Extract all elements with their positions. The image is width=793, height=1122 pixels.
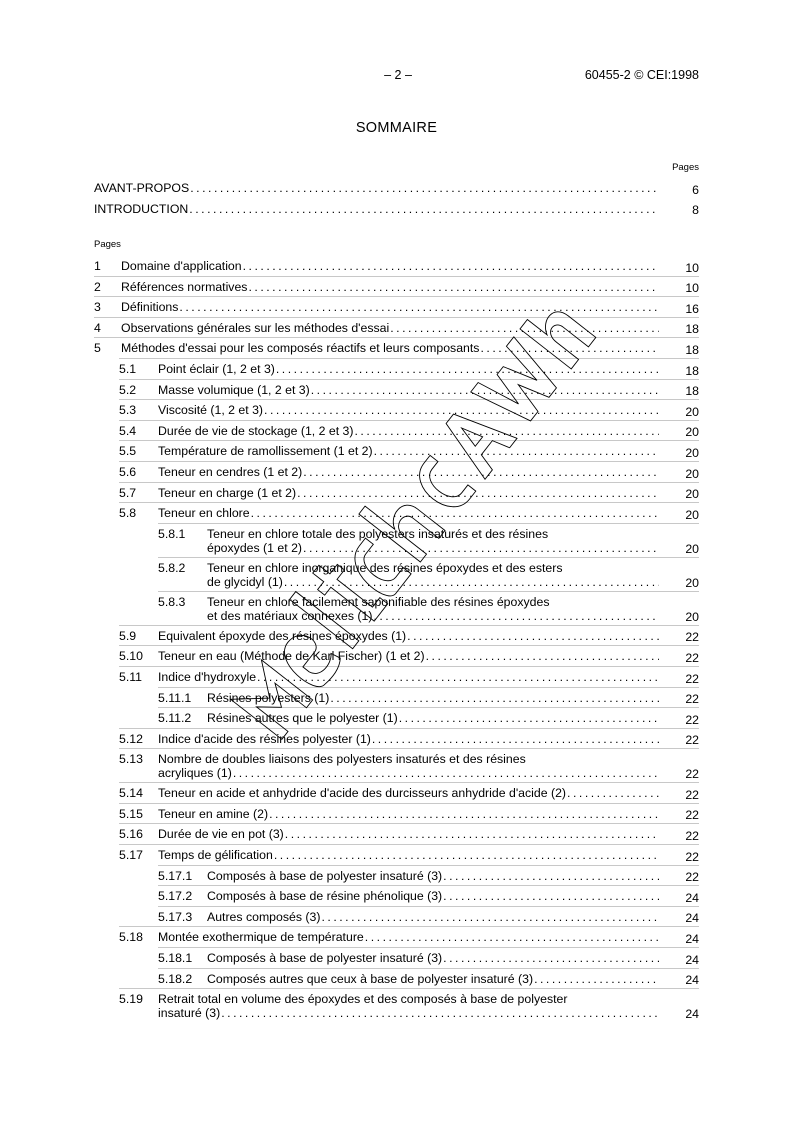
toc-entry-label: Equivalent époxyde des résines époxydes (1) . . . [158, 629, 659, 643]
toc-entry-number: 5.3 [119, 403, 137, 418]
toc-entry-5-17-2[interactable] [94, 886, 699, 907]
toc-entry-page: 24 [685, 890, 699, 905]
toc-entry-page: 22 [685, 808, 699, 823]
toc-entry-label: Composés à base de polyester insaturé (3) . . . [207, 869, 659, 883]
toc-entry-5-18[interactable] [94, 927, 699, 948]
toc-entry-number: 5.17 [119, 848, 143, 863]
toc-entry-3[interactable] [94, 297, 699, 318]
toc-entry-page: 16 [685, 301, 699, 316]
toc-entry-label: Durée de vie de stockage (1, 2 et 3) . . . [158, 424, 659, 438]
toc-entry-number: 5.10 [119, 649, 143, 664]
toc-entry-number: 5.2 [119, 382, 137, 397]
toc-entry-page: 20 [685, 487, 699, 502]
toc-entry-page: 20 [685, 445, 699, 460]
toc-entry-page: 24 [685, 932, 699, 947]
toc-entry-5-9[interactable] [94, 626, 699, 647]
toc-entry-number: 5.8.2 [158, 560, 186, 575]
toc-entry-label: Montée exothermique de température . . . [158, 930, 659, 944]
toc-entry-avant-propos[interactable] [94, 178, 699, 199]
toc-entry-page: 20 [685, 404, 699, 419]
front-matter-list [94, 178, 699, 219]
toc-entry-number: 5.8.1 [158, 526, 186, 541]
toc-entry-2[interactable] [94, 277, 699, 298]
toc-entry-number: 5.8 [119, 506, 137, 521]
toc-entry-label: Résines autres que le polyester (1) . . . [207, 711, 659, 725]
toc-entry-5-3[interactable] [94, 400, 699, 421]
toc-entry-page: 22 [685, 692, 699, 707]
toc-entry-5-18-2[interactable] [94, 969, 699, 990]
toc-entry-label: Retrait total en volume des époxydes et des composés à base de polyester insaturé (3) . . . [158, 992, 659, 1020]
toc-entry-label: Température de ramollissement (1 et 2) . . . [158, 444, 659, 458]
toc-entry-label: Résines polyesters (1) . . . [207, 691, 659, 705]
page-number: – 2 – [384, 68, 412, 82]
toc-entry-number: 5.11 [119, 669, 143, 684]
toc-entry-label: Durée de vie en pot (3) . . . [158, 827, 659, 841]
toc-entry-page: 18 [685, 342, 699, 357]
toc-entry-number: 5.18.2 [158, 971, 193, 986]
toc-entry-page: 18 [685, 363, 699, 378]
toc-entry-5[interactable] [94, 338, 699, 359]
toc-entry-label: Teneur en eau (Méthode de Karl Fischer) (1 et 2) . . . [158, 649, 659, 663]
toc-entry-5-1[interactable] [94, 359, 699, 380]
toc-entry-page: 20 [685, 507, 699, 522]
toc-entry-page: 22 [685, 767, 699, 782]
toc-entry-label: Teneur en chlore inorganique des résines époxydes et des esters de glycidyl (1) . . . [207, 561, 659, 589]
toc-entry-5-8-1[interactable] [94, 524, 699, 558]
toc-entry-label: Composés à base de polyester insaturé (3) . . . [207, 951, 659, 965]
toc-entry-page: 24 [685, 911, 699, 926]
toc-entry-number: 5.4 [119, 423, 137, 438]
toc-entry-page: 22 [685, 671, 699, 686]
toc-entry-5-13[interactable] [94, 749, 699, 783]
toc-entry-label: Observations générales sur les méthodes d'essai . . . [121, 321, 659, 335]
toc-entry-5-11-2[interactable] [94, 708, 699, 729]
toc-entry-5-16[interactable] [94, 824, 699, 845]
toc-list [94, 256, 699, 1023]
toc-entry-label: Méthodes d'essai pour les composés réactifs et leurs composants . . . [121, 341, 659, 355]
toc-entry-5-19[interactable] [94, 989, 699, 1023]
toc-entry-number: 5.5 [119, 444, 137, 459]
toc-entry-number: 4 [94, 320, 101, 335]
toc-entry-number: 5.15 [119, 806, 143, 821]
toc-entry-label: AVANT-PROPOS . . . [94, 181, 659, 195]
toc-entry-label: Teneur en chlore facilement saponifiable des résines époxydes et des matériaux connexes (1) . . . [207, 595, 659, 623]
toc-entry-5-11[interactable] [94, 667, 699, 688]
toc-entry-1[interactable] [94, 256, 699, 277]
toc-entry-page: 18 [685, 384, 699, 399]
toc-entry-label: Viscosité (1, 2 et 3) . . . [158, 403, 659, 417]
toc-entry-introduction[interactable] [94, 199, 699, 220]
toc-entry-page: 22 [685, 630, 699, 645]
toc-entry-label: Autres composés (3) . . . [207, 910, 659, 924]
toc-entry-number: 5.18 [119, 930, 143, 945]
toc-entry-number: 2 [94, 279, 101, 294]
toc-entry-page: 22 [685, 829, 699, 844]
toc-entry-5-18-1[interactable] [94, 948, 699, 969]
toc-entry-page: 20 [685, 541, 699, 556]
toc-entry-5-14[interactable] [94, 783, 699, 804]
toc-entry-5-12[interactable] [94, 729, 699, 750]
toc-entry-label: Définitions . . . [121, 300, 659, 314]
toc-entry-label: Teneur en chlore totale des polyesters insaturés et des résines époxydes (1 et 2) . . . [207, 527, 659, 555]
toc-entry-page: 20 [685, 609, 699, 624]
toc-entry-page: 20 [685, 466, 699, 481]
toc-entry-label: Composés à base de résine phénolique (3) . . . [207, 889, 659, 903]
toc-entry-label: Indice d'acide des résines polyester (1) . . . [158, 732, 659, 746]
toc-entry-5-7[interactable] [94, 483, 699, 504]
toc-entry-number: 5.17.3 [158, 909, 193, 924]
pages-column-label: Pages [672, 162, 699, 173]
toc-entry-5-8-3[interactable] [94, 592, 699, 626]
toc-entry-5-10[interactable] [94, 646, 699, 667]
toc-entry-number: 5.19 [119, 992, 143, 1007]
toc-entry-5-11-1[interactable] [94, 688, 699, 709]
toc-entry-number: 5.17.2 [158, 889, 193, 904]
toc-entry-label: Point éclair (1, 2 et 3) . . . [158, 362, 659, 376]
toc-entry-page: 22 [685, 787, 699, 802]
toc-entry-page: 10 [685, 281, 699, 296]
toc-entry-label: INTRODUCTION . . . [94, 202, 659, 216]
toc-entry-page: 22 [685, 733, 699, 748]
toc-entry-page: 18 [685, 322, 699, 337]
toc-entry-number: 5.7 [119, 485, 137, 500]
toc-entry-5-8[interactable] [94, 503, 699, 524]
document-reference: 60455-2 © CEI:1998 [584, 68, 699, 82]
toc-entry-number: 5.13 [119, 752, 143, 767]
toc-entry-page: 20 [685, 575, 699, 590]
toc-entry-label: Teneur en chlore . . . [158, 506, 659, 520]
toc-entry-label: Nombre de doubles liaisons des polyesters insaturés et des résines acryliques (1) . . . [158, 752, 659, 780]
toc-entry-page: 24 [685, 1007, 699, 1022]
toc-entry-label: Composés autres que ceux à base de polyester insaturé (3) . . . [207, 972, 659, 986]
toc-entry-number: 5.8.3 [158, 594, 186, 609]
toc-entry-label: Temps de gélification . . . [158, 848, 659, 862]
page-title: SOMMAIRE [355, 120, 438, 136]
toc-entry-number: 5.14 [119, 786, 143, 801]
toc-entry-number: 5.9 [119, 628, 137, 643]
toc-entry-5-17-1[interactable] [94, 866, 699, 887]
toc-entry-label: Teneur en cendres (1 et 2) . . . [158, 465, 659, 479]
toc-entry-number: 3 [94, 300, 101, 315]
toc-entry-label: Teneur en acide et anhydride d'acide des durcisseurs anhydride d'acide (2) . . . [158, 786, 659, 800]
toc-entry-label: Teneur en amine (2) . . . [158, 807, 659, 821]
toc-entry-page: 10 [685, 260, 699, 275]
toc-entry-label: Indice d'hydroxyle . . . [158, 670, 659, 684]
toc-entry-number: 5.17.1 [158, 868, 193, 883]
toc-entry-page: 20 [685, 425, 699, 440]
toc-entry-number: 5.18.1 [158, 951, 193, 966]
toc-entry-number: 5.11.2 [158, 711, 192, 726]
toc-entry-number: 5.12 [119, 731, 143, 746]
toc-entry-number: 1 [94, 259, 101, 273]
toc-entry-page: 22 [685, 870, 699, 885]
toc-entry-number: 5.11.1 [158, 690, 192, 705]
toc-entry-5-4[interactable] [94, 421, 699, 442]
toc-entry-5-8-2[interactable] [94, 558, 699, 592]
toc-entry-5-5[interactable] [94, 441, 699, 462]
toc-entry-label: Domaine d'application . . . [121, 259, 659, 273]
toc-entry-label: Teneur en charge (1 et 2) . . . [158, 486, 659, 500]
toc-entry-page: 24 [685, 973, 699, 988]
toc-entry-number: 5.16 [119, 827, 143, 842]
toc-entry-label: Références normatives . . . [121, 280, 659, 294]
toc-entry-page: 22 [685, 712, 699, 727]
toc-entry-5-17[interactable] [94, 845, 699, 866]
toc-entry-page: 6 [692, 182, 699, 197]
toc-entry-number: 5.6 [119, 464, 137, 479]
toc-entry-label: Masse volumique (1, 2 et 3) . . . [158, 383, 659, 397]
pages-column-label: Pages [94, 239, 121, 250]
toc-entry-number: 5 [94, 341, 101, 356]
toc-entry-page: 22 [685, 849, 699, 864]
toc-entry-5-15[interactable] [94, 804, 699, 825]
toc-entry-page: 8 [692, 203, 699, 218]
toc-entry-page: 24 [685, 952, 699, 967]
toc-entry-5-2[interactable] [94, 380, 699, 401]
toc-entry-5-17-3[interactable] [94, 907, 699, 928]
toc-entry-4[interactable] [94, 318, 699, 339]
toc-entry-page: 22 [685, 650, 699, 665]
toc-entry-5-6[interactable] [94, 462, 699, 483]
toc-entry-number: 5.1 [119, 361, 137, 376]
